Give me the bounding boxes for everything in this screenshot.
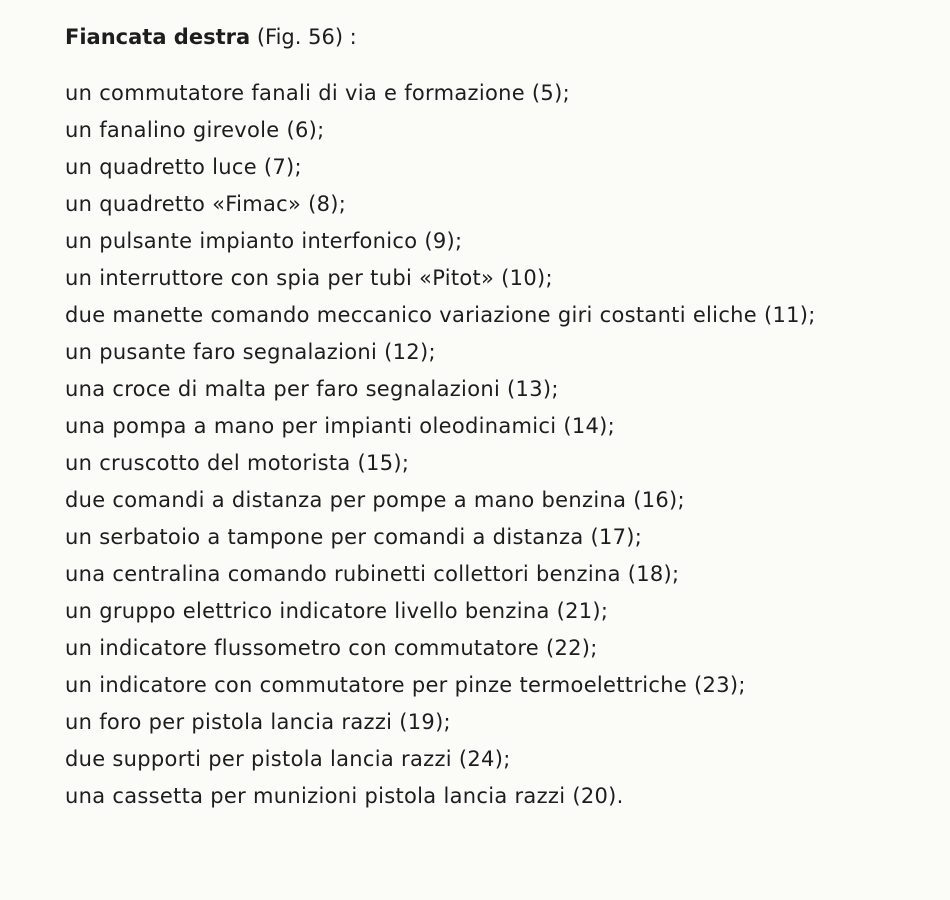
list-item: una cassetta per munizioni pistola lancia razzi (20). (65, 784, 624, 808)
list-item: un serbatoio a tampone per comandi a distanza (17); (65, 525, 643, 549)
list-item: un indicatore flussometro con commutatore (22); (65, 636, 598, 660)
list-item: un indicatore con commutatore per pinze termoelettriche (23); (65, 673, 746, 697)
list-item: un foro per pistola lancia razzi (19); (65, 710, 451, 734)
list-item: una pompa a mano per impianti oleodinamici (14); (65, 414, 616, 438)
list-item: due comandi a distanza per pompe a mano benzina (16); (65, 488, 685, 512)
list-item: un fanalino girevole (6); (65, 118, 325, 142)
list-item: un commutatore fanali di via e formazione (5); (65, 81, 570, 105)
list-item: un interruttore con spia per tubi «Pitot» (10); (65, 266, 553, 290)
list-item: un gruppo elettrico indicatore livello benzina (21); (65, 599, 609, 623)
component-list (65, 75, 890, 815)
list-item: due manette comando meccanico variazione giri costanti eliche (11); (65, 303, 816, 327)
heading-figure-ref: (Fig. 56) : (250, 25, 357, 49)
list-item: una centralina comando rubinetti collettori benzina (18); (65, 562, 680, 586)
list-item: un cruscotto del motorista (15); (65, 451, 410, 475)
list-item: un pulsante impianto interfonico (9); (65, 229, 463, 253)
list-item: una croce di malta per faro segnalazioni (13); (65, 377, 559, 401)
section-heading (65, 22, 890, 52)
list-item: un pusante faro segnalazioni (12); (65, 340, 436, 364)
list-item: due supporti per pistola lancia razzi (24); (65, 747, 511, 771)
list-item: un quadretto luce (7); (65, 155, 302, 179)
heading-title: Fiancata destra (65, 25, 251, 49)
list-item: un quadretto «Fimac» (8); (65, 192, 347, 216)
